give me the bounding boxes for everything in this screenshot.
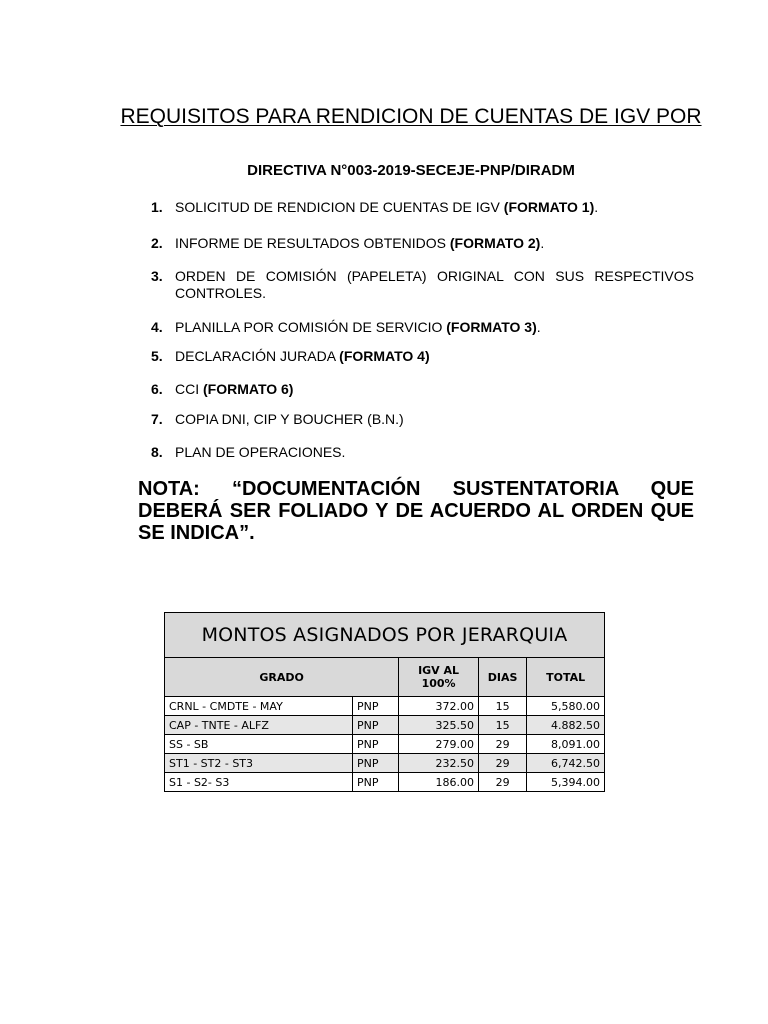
item-number: 1.	[151, 199, 163, 215]
item-text: INFORME DE RESULTADOS OBTENIDOS (FORMATO 2).	[175, 235, 545, 251]
item-text: PLANILLA POR COMISIÓN DE SERVICIO (FORMATO 3).	[175, 319, 541, 335]
cell-total: 5,394.00	[527, 773, 605, 792]
cell-igv: 279.00	[399, 735, 479, 754]
cell-total: 6,742.50	[527, 754, 605, 773]
cell-dias: 15	[478, 716, 526, 735]
cell-institution: PNP	[352, 773, 398, 792]
cell-dias: 29	[478, 735, 526, 754]
item-number: 8.	[151, 444, 163, 460]
item-text: SOLICITUD DE RENDICION DE CUENTAS DE IGV (FORMATO 1).	[175, 199, 599, 215]
table-header-row	[165, 658, 605, 697]
cell-grado: CAP - TNTE - ALFZ	[165, 716, 353, 735]
item-text: ORDEN DE COMISIÓN (PAPELETA) ORIGINAL CON SUS RESPECTIVOS CONTROLES.	[175, 268, 694, 301]
cell-igv: 232.50	[399, 754, 479, 773]
item-number: 7.	[151, 411, 163, 427]
cell-dias: 29	[478, 754, 526, 773]
cell-total: 5,580.00	[527, 697, 605, 716]
cell-institution: PNP	[352, 735, 398, 754]
header-grado: GRADO	[165, 658, 399, 697]
table-row	[165, 716, 605, 735]
item-number: 6.	[151, 381, 163, 397]
item-text: PLAN DE OPERACIONES.	[175, 444, 346, 460]
header-dias: DIAS	[478, 658, 526, 697]
item-number: 3.	[151, 268, 163, 284]
cell-institution: PNP	[352, 716, 398, 735]
cell-grado: CRNL - CMDTE - MAY	[165, 697, 353, 716]
cell-igv: 372.00	[399, 697, 479, 716]
cell-grado: ST1 - ST2 - ST3	[165, 754, 353, 773]
item-text: DECLARACIÓN JURADA (FORMATO 4)	[175, 348, 430, 364]
cell-total: 4.882.50	[527, 716, 605, 735]
item-number: 2.	[151, 235, 163, 251]
amounts-table	[164, 612, 605, 792]
table-row	[165, 773, 605, 792]
item-number: 4.	[151, 319, 163, 335]
cell-igv: 325.50	[399, 716, 479, 735]
cell-total: 8,091.00	[527, 735, 605, 754]
header-total: TOTAL	[527, 658, 605, 697]
table-title: MONTOS ASIGNADOS POR JERARQUIA	[165, 613, 605, 658]
cell-institution: PNP	[352, 697, 398, 716]
note-paragraph: NOTA: “DOCUMENTACIÓN SUSTENTATORIA QUE DEBERÁ SER FOLIADO Y DE ACUERDO AL ORDEN QUE SE INDICA”.	[138, 478, 694, 544]
cell-dias: 29	[478, 773, 526, 792]
table-row	[165, 735, 605, 754]
cell-grado: S1 - S2- S3	[165, 773, 353, 792]
table-row	[165, 697, 605, 716]
cell-institution: PNP	[352, 754, 398, 773]
cell-grado: SS - SB	[165, 735, 353, 754]
header-igv: IGV AL 100%	[399, 658, 479, 697]
directive-subtitle: DIRECTIVA N°003-2019-SECEJE-PNP/DIRADM	[247, 162, 575, 179]
document-title: REQUISITOS PARA RENDICION DE CUENTAS DE IGV POR	[120, 105, 702, 128]
item-text: COPIA DNI, CIP Y BOUCHER (B.N.)	[175, 411, 404, 427]
item-text: CCI (FORMATO 6)	[175, 381, 294, 397]
item-number: 5.	[151, 348, 163, 364]
cell-igv: 186.00	[399, 773, 479, 792]
table-row	[165, 754, 605, 773]
cell-dias: 15	[478, 697, 526, 716]
